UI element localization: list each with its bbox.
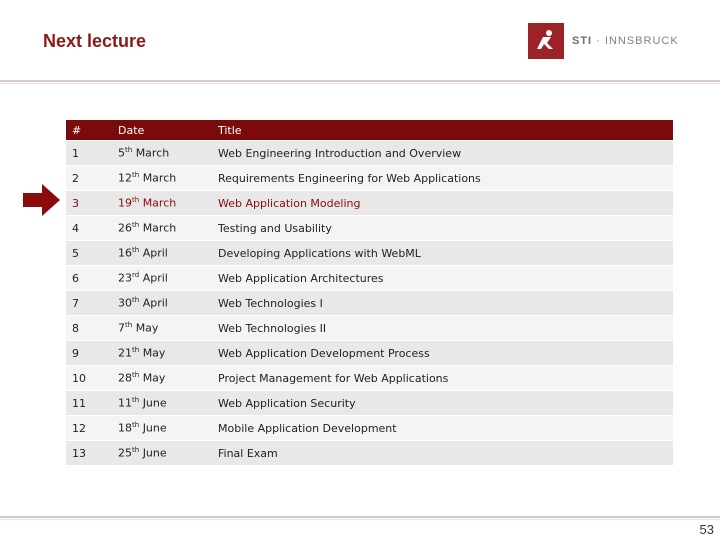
sti-logo-text: STI · INNSBRUCK (572, 35, 679, 47)
slide-title: Next lecture (43, 31, 147, 51)
table-row (66, 241, 673, 265)
footer-divider-thin (0, 519, 720, 520)
sti-logo (528, 23, 679, 59)
table-row (66, 291, 673, 315)
header-divider-thin (0, 83, 720, 84)
cell-date: 23rd April (118, 271, 168, 285)
cell-title: Project Management for Web Applications (218, 371, 449, 385)
cell-date: 19th March (118, 196, 177, 210)
cell-date: 11th June (118, 396, 167, 410)
cell-title: Web Application Modeling (218, 196, 361, 210)
table-row (66, 441, 673, 465)
cell-title: Final Exam (218, 446, 278, 460)
cell-title: Mobile Application Development (218, 421, 397, 435)
cell-title: Requirements Engineering for Web Applications (218, 171, 481, 185)
cell-number: 12 (72, 421, 86, 435)
cell-date: 25th June (118, 446, 167, 460)
cell-title: Web Application Development Process (218, 346, 430, 360)
cell-date: 21th May (118, 346, 166, 360)
cell-number: 8 (72, 321, 79, 335)
cell-number: 4 (72, 221, 79, 235)
table-row (66, 366, 673, 390)
schedule-table (66, 120, 673, 466)
cell-date: 7th May (118, 321, 159, 335)
cell-number: 11 (72, 396, 86, 410)
cell-title: Web Application Security (218, 396, 356, 410)
cell-title: Developing Applications with WebML (218, 246, 421, 260)
page-number: 53 (699, 522, 714, 537)
sti-logo-icon (528, 23, 564, 59)
table-row (66, 191, 673, 215)
cell-number: 13 (72, 446, 86, 460)
header-date: Date (118, 123, 145, 137)
cell-title: Web Application Architectures (218, 271, 384, 285)
table-row (66, 216, 673, 240)
cell-number: 6 (72, 271, 79, 285)
footer-divider (0, 516, 720, 518)
table-header-row (66, 120, 673, 140)
cell-date: 16th April (118, 246, 168, 260)
header-number: # (72, 123, 82, 137)
cell-date: 30th April (118, 296, 168, 310)
current-lecture-arrow-icon (22, 183, 62, 217)
header-divider (0, 80, 720, 82)
cell-date: 5th March (118, 146, 170, 160)
table-row (66, 141, 673, 165)
table-row (66, 391, 673, 415)
cell-date: 12th March (118, 171, 177, 185)
cell-title: Web Technologies II (218, 321, 327, 335)
cell-date: 28th May (118, 371, 166, 385)
cell-number: 2 (72, 171, 79, 185)
cell-number: 9 (72, 346, 79, 360)
cell-number: 7 (72, 296, 79, 310)
header-title: Title (218, 123, 242, 137)
cell-number: 10 (72, 371, 86, 385)
table-row (66, 166, 673, 190)
cell-number: 3 (72, 196, 79, 210)
table-row (66, 316, 673, 340)
cell-date: 26th March (118, 221, 177, 235)
cell-title: Web Engineering Introduction and Overview (218, 146, 462, 160)
cell-number: 1 (72, 146, 79, 160)
table-row (66, 416, 673, 440)
cell-title: Testing and Usability (218, 221, 332, 235)
table-row (66, 341, 673, 365)
cell-number: 5 (72, 246, 79, 260)
cell-date: 18th June (118, 421, 167, 435)
table-row (66, 266, 673, 290)
cell-title: Web Technologies I (218, 296, 323, 310)
